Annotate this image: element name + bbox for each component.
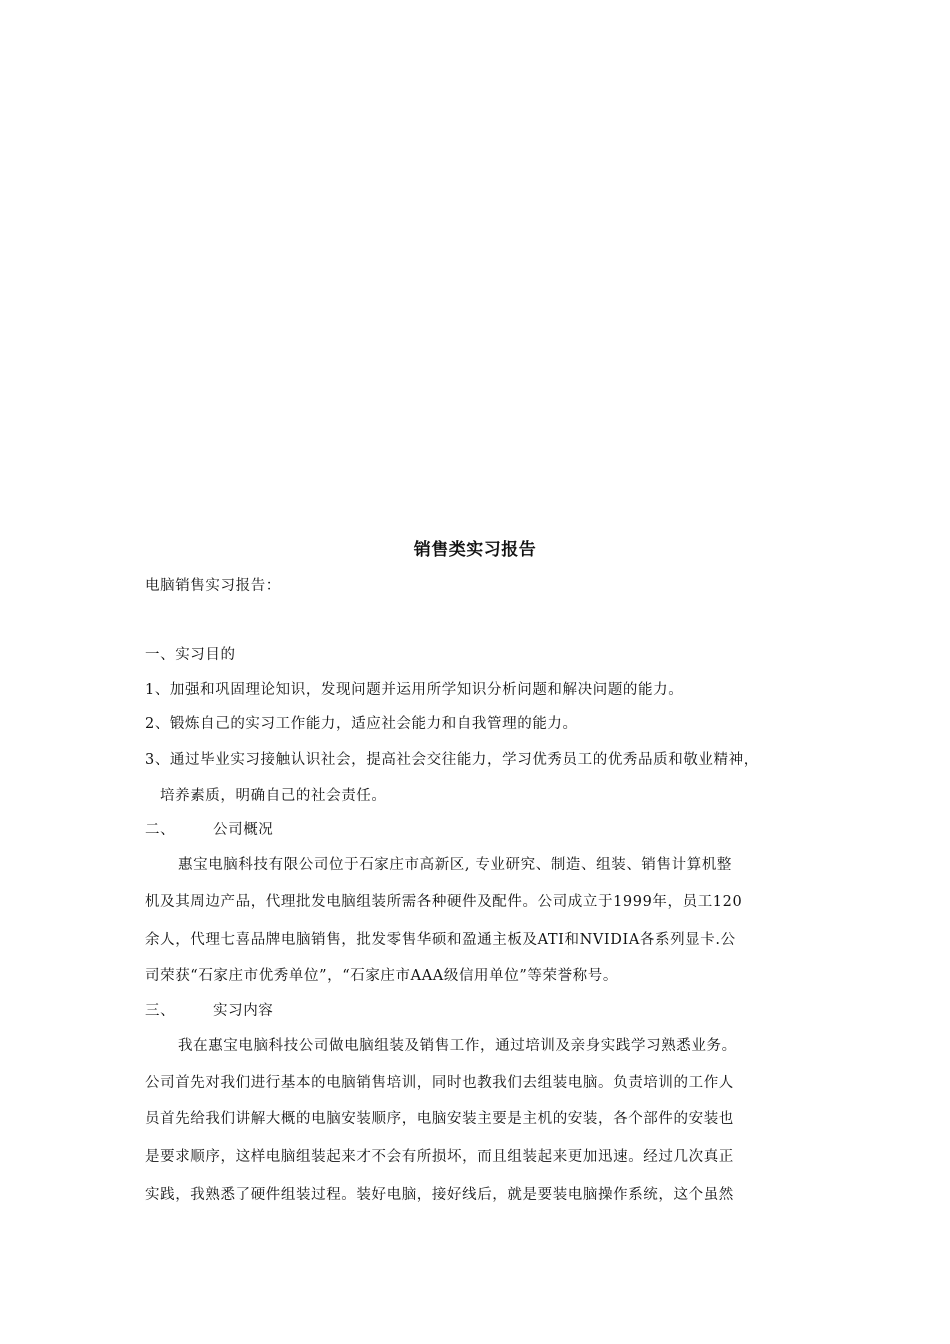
section3-paragraph-line: 员首先给我们讲解大概的电脑安装顺序，电脑安装主要是主机的安装，各个部件的安装也 xyxy=(145,1111,734,1127)
section2-heading-row xyxy=(145,819,273,841)
section3-paragraph-line: 我在惠宝电脑科技公司做电脑组装及销售工作，通过培训及亲身实践学习熟悉业务。 xyxy=(178,1038,737,1054)
section1-item-2: 2、锻炼自己的实习工作能力，适应社会能力和自我管理的能力。 xyxy=(145,716,578,732)
section2-number: 二、 xyxy=(145,822,176,838)
section2-paragraph-line: 机及其周边产品，代理批发电脑组装所需各种硬件及配件。公司成立于1999年，员工120 xyxy=(145,894,743,910)
section3-paragraph-line: 是要求顺序，这样电脑组装起来才不会有所损坏，而且组装起来更加迅速。经过几次真正 xyxy=(145,1149,734,1165)
section2-heading: 公司概况 xyxy=(213,822,274,838)
section3-heading: 实习内容 xyxy=(213,1003,274,1019)
section1-item-1: 1、加强和巩固理论知识，发现问题并运用所学知识分析问题和解决问题的能力。 xyxy=(145,682,684,698)
section2-paragraph-line: 惠宝电脑科技有限公司位于石家庄市高新区, 专业研究、制造、组装、销售计算机整 xyxy=(178,857,733,873)
section1-heading: 一、实习目的 xyxy=(145,647,236,663)
section2-paragraph-line: 司荣获“石家庄市优秀单位”，“石家庄市AAA级信用单位”等荣誉称号。 xyxy=(145,968,618,984)
section1-item-3-continued: 培养素质，明确自己的社会责任。 xyxy=(160,788,387,804)
document-subtitle: 电脑销售实习报告： xyxy=(145,578,281,594)
section3-number: 三、 xyxy=(145,1003,176,1019)
section3-paragraph-line: 实践，我熟悉了硬件组装过程。装好电脑，接好线后，就是要装电脑操作系统，这个虽然 xyxy=(145,1187,734,1203)
section3-heading-row xyxy=(145,1000,273,1022)
section1-item-3: 3、通过毕业实习接触认识社会，提高社会交往能力，学习优秀员工的优秀品质和敬业精神， xyxy=(145,752,759,768)
document-title: 销售类实习报告 xyxy=(413,540,537,560)
section3-paragraph-line: 公司首先对我们进行基本的电脑销售培训，同时也教我们去组装电脑。负责培训的工作人 xyxy=(145,1075,734,1091)
section2-paragraph-line: 余人，代理七喜品牌电脑销售，批发零售华硕和盈通主板及ATI和NVIDIA各系列显卡.公 xyxy=(145,932,736,948)
